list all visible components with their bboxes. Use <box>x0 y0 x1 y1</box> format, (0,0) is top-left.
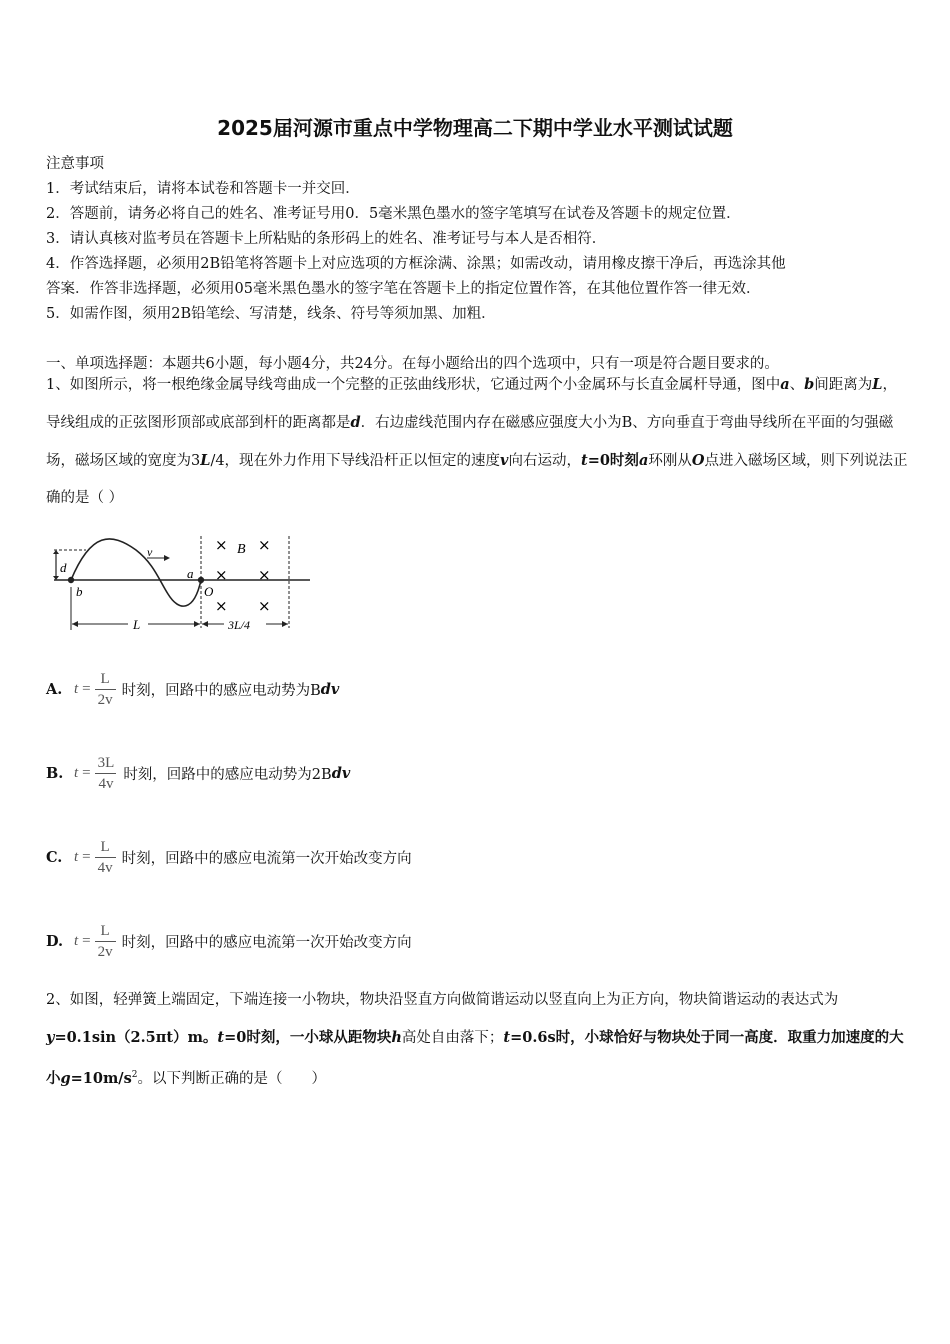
question-2-stem <box>46 982 908 1098</box>
q1-text: /4，现在外力作用下导线沿杆正以恒定的速度 <box>210 453 501 469</box>
fraction <box>95 669 116 710</box>
sine-wire-magnetic-field-figure <box>44 532 314 636</box>
notice-heading: 注意事项 <box>46 156 104 172</box>
notice-item: 3．请认真核对监考员在答题卡上所粘贴的条形码上的姓名、准考证号与本人是否相符． <box>46 231 607 247</box>
q2-text: =0.6s时，小球恰好与物块处于同一高度．取重力加速度的大小 <box>46 1029 904 1087</box>
q2-var-g: g <box>60 1069 71 1087</box>
q1-var-d: d <box>350 414 361 431</box>
dimension-arrow <box>194 621 200 627</box>
q1-text: 环刚从 <box>648 453 692 469</box>
option-text: 时刻，回路中的感应电流第一次开始改变方向 <box>121 850 412 867</box>
formula-eq: = <box>82 680 91 697</box>
formula-var: t <box>74 932 79 949</box>
ring-b <box>68 577 74 583</box>
fraction <box>95 753 118 794</box>
q2-text: 2、如图，轻弹簧上端固定，下端连接一小物块，物块沿竖直方向做简谐运动以竖直向上为正方向，物块简谐运动的表达式为 <box>46 992 839 1008</box>
option-label: B. <box>46 764 64 782</box>
q2-var-t: t <box>217 1029 225 1046</box>
label-3L4: 3L/4 <box>228 618 251 632</box>
option-text-var: dv <box>331 764 351 782</box>
q1-text: 、 <box>789 377 805 393</box>
formula <box>74 921 116 962</box>
option-text: 时刻，回路中的感应电动势为2B <box>123 766 332 783</box>
option-text: 时刻，回路中的感应电流第一次开始改变方向 <box>121 934 412 951</box>
label-d: d <box>60 560 67 575</box>
formula-var: t <box>74 680 79 697</box>
q1-var-L: L <box>200 452 211 469</box>
fraction-denominator: 2v <box>95 689 116 710</box>
d-arrow-head-up <box>53 550 59 554</box>
label-b: b <box>76 584 83 599</box>
label-L: L <box>133 617 141 632</box>
fraction-numerator: L <box>100 670 110 687</box>
section-heading: 一、单项选择题：本题共6小题，每小题4分，共24分。在每小题给出的四个选项中，只有一项是符合题目要求的。 <box>46 356 779 372</box>
q2-superscript: 2 <box>131 1070 138 1080</box>
q2-text: 高处自由落下； <box>401 1030 504 1046</box>
dimension-arrow <box>72 621 78 627</box>
option-label: D. <box>46 932 64 950</box>
notice-item: 2．答题前，请务必将自己的姓名、准考证号用0．5毫米黑色墨水的签字笔填写在试卷及答题卡的规定位置． <box>46 206 741 222</box>
q1-text: =0时刻 <box>587 452 639 469</box>
page-title: 2025届河源市重点中学物理高二下期中学业水平测试试题 <box>217 116 733 140</box>
option-a[interactable] <box>46 661 339 717</box>
field-cross: × <box>215 536 228 554</box>
option-b[interactable] <box>46 745 350 801</box>
field-cross: × <box>215 566 228 584</box>
notice-item: 1．考试结束后，请将本试卷和答题卡一并交回． <box>46 181 360 197</box>
option-text: 时刻，回路中的感应电动势为B <box>121 682 321 699</box>
option-text-var: dv <box>320 680 340 698</box>
fraction-denominator: 4v <box>95 773 116 794</box>
q1-text: 间距离为 <box>814 377 873 393</box>
q2-text: =0时刻，一小球从距物块 <box>224 1029 392 1046</box>
label-v: v <box>147 545 153 559</box>
fraction-numerator: L <box>100 922 110 939</box>
q2-text: =0.1sin（2.5πt）m。 <box>54 1029 218 1046</box>
fraction-denominator: 2v <box>95 941 116 962</box>
notice-item: 5．如需作图，须用2B铅笔绘、写清楚，线条、符号等须加黑、加粗． <box>46 306 496 322</box>
q2-var-t: t <box>503 1029 511 1046</box>
q1-var-t: t <box>580 452 588 469</box>
option-d[interactable] <box>46 913 412 969</box>
q1-text: 向右运动， <box>508 453 581 469</box>
field-cross: × <box>258 597 271 615</box>
q1-var-v: v <box>500 452 509 469</box>
formula-eq: = <box>82 764 91 781</box>
q1-var-a: a <box>638 452 649 469</box>
q1-text: ．右边虚线范围内存在磁感应强度大小为B、方向垂直于弯曲导线所在平面的匀强磁场，磁场区域的宽度为3 <box>46 415 894 469</box>
option-label: A. <box>46 680 63 698</box>
fraction <box>95 837 116 878</box>
q2-var-y: y <box>46 1029 55 1046</box>
notice-item: 答案．作答非选择题，必须用05毫米黑色墨水的签字笔在答题卡上的指定位置作答，在其他位置作答一律无效． <box>46 281 761 297</box>
field-cross: × <box>215 597 228 615</box>
label-a: a <box>187 566 194 581</box>
fraction-numerator: 3L <box>97 754 115 771</box>
formula-var: t <box>74 848 79 865</box>
option-label: C. <box>46 848 63 866</box>
q2-text: 。以下判断正确的是（ ） <box>137 1070 327 1087</box>
label-B: B <box>237 542 246 557</box>
q1-text: ，导线组成的正弦图形顶部或底部到杆的距离都是 <box>46 377 897 431</box>
fraction-denominator: 4v <box>95 857 116 878</box>
q1-var-b: b <box>804 376 815 393</box>
velocity-arrow-head <box>164 555 170 561</box>
q1-var-O: O <box>691 452 705 469</box>
formula-eq: = <box>82 932 91 949</box>
notice-item: 4．作答选择题，必须用2B铅笔将答题卡上对应选项的方框涂满、涂黑；如需改动，请用橡皮擦干净后，再选涂其他 <box>46 256 786 272</box>
q2-var-h: h <box>391 1029 402 1046</box>
dimension-arrow <box>202 621 208 627</box>
field-cross: × <box>258 536 271 554</box>
sine-wire <box>71 539 201 606</box>
question-1-stem <box>46 366 908 517</box>
formula-eq: = <box>82 848 91 865</box>
formula-var: t <box>74 764 79 781</box>
q1-text: 点进入磁场区域，则下列说法正确的是（ ） <box>46 453 908 506</box>
fraction <box>95 921 116 962</box>
formula <box>74 669 116 710</box>
field-cross: × <box>258 566 271 584</box>
fraction-numerator: L <box>100 838 110 855</box>
dimension-arrow <box>282 621 288 627</box>
option-c[interactable] <box>46 829 412 885</box>
formula <box>74 837 116 878</box>
q1-var-a: a <box>780 376 790 393</box>
q1-text: 1、如图所示，将一根绝缘金属导线弯曲成一个完整的正弦曲线形状，它通过两个小金属环与长直金属杆导通，图中 <box>46 377 781 393</box>
label-O: O <box>204 584 214 599</box>
q2-text: =10m/s <box>70 1069 132 1087</box>
formula <box>74 753 117 794</box>
q1-var-L: L <box>872 376 883 393</box>
